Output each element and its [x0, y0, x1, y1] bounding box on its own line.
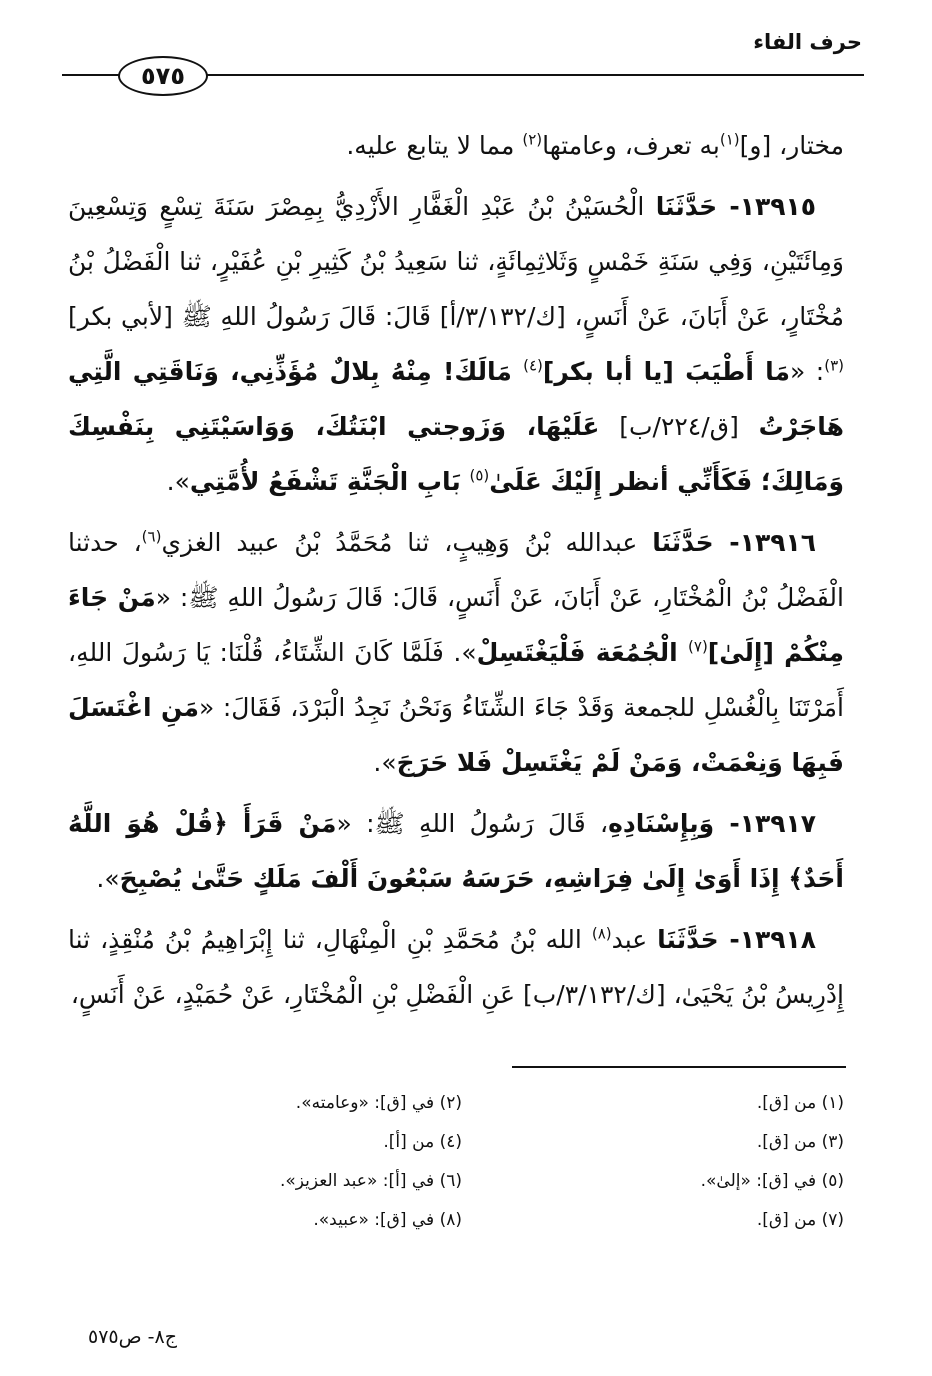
header-rule [190, 74, 864, 76]
text-run: ، قَالَ رَسُولُ اللهِ ﷺ: « [336, 809, 609, 838]
isnad-text: الْحُسَيْنُ بْنُ عَبْدِ الْغَفَّارِ الأَزْدِيُّ بِمِصْرَ سَنَةَ تِسْعٍ وَتِسْعِينَ وَمِائَتَيْنِ، وَفِي سَنَةِ خَمْسٍ وَثَلاثِمِائَةٍ، ثنا سَعِيدُ بْنُ كَثِيرِ بْنِ عُفَيْرٍ، ثنا الْفَضْلُ بْنُ مُخْتَارٍ، عَنْ أَبَانَ، عَنْ أَنَسٍ، [ك/٣/١٣٢/أ] قَالَ: قَالَ رَسُولُ اللهِ ﷺ [لأبي بكر] [68, 192, 845, 331]
isnad-text: عبد [611, 925, 658, 954]
footnotes [120, 1084, 844, 1240]
footnote: (٦) في [أ]: «عبد العزيز». [279, 1171, 462, 1191]
main-text [68, 118, 844, 1022]
text-run: مختار، [و] [739, 131, 844, 160]
text-run: ». فَلَمَّا كَانَ الشِّتَاءُ، قُلْنَا: يَا رَسُولَ اللهِ، أَمَرْتَنَا بِالْغُسْلِ للجمعة وَقَدْ جَاءَ الشِّتَاءُ وَنَحْنُ نَجِدُ الْبَرْدَ، فَقَالَ: « [68, 638, 844, 722]
footnote-ref: (١) [719, 130, 740, 149]
continuation-paragraph [68, 118, 844, 173]
hadith-number: ١٣٩١٧- [714, 809, 816, 838]
footnote: (٣) من [ق]. [756, 1132, 844, 1152]
narration-word: وَبِإِسْنَادِهِ [608, 809, 715, 838]
hadith-number: ١٣٩١٨- [718, 925, 816, 954]
hadith-number: ١٣٩١٦- [713, 528, 816, 557]
matn-text: مَالَكَ! مِنْهُ بِلالٌ مُؤَذِّنِي، وَنَاقَتِي الَّتِي هَاجَرْتُ [68, 357, 844, 441]
matn-text: مَنْ قَرَأَ ﴿قُلْ هُوَ اللَّهُ أَحَدٌ﴾ إِذَا أَوَىٰ إِلَىٰ فِرَاشِهِ، حَرَسَهُ سَبْعُونَ أَلْفَ مَلَكٍ حَتَّىٰ يُصْبِحَ [68, 809, 844, 893]
text-run: ». [96, 864, 120, 893]
hadith-13917 [68, 796, 844, 906]
footnote: (٧) من [ق]. [756, 1210, 844, 1230]
page-number: ٥٧٥ [141, 62, 185, 90]
chapter-title: حرف الفاء [753, 30, 862, 54]
footnote: (٤) من [أ]. [383, 1132, 462, 1152]
footnote-ref: (٣) [824, 356, 844, 375]
matn-text: مَنِ اغْتَسَلَ فَبِهَا وَنِعْمَتْ، وَمَنْ لَمْ يَغْتَسِلْ فَلا حَرَجَ [68, 693, 844, 777]
matn-text: عَلَيْهَا، وَزَوجتي ابْنَتُكَ، وَوَاسَيْتَنِي بِنَفْسِكَ وَمَالِكَ؛ فَكَأَنِّي أنظر إِلَيْكَ عَلَىٰ [68, 412, 844, 496]
text-run: ». [166, 467, 190, 496]
hadith-number: ١٣٩١٥- [717, 192, 816, 221]
matn-text: مَا أَطْيَبَ [يا أبا بكر] [542, 357, 790, 386]
footnote: (١) من [ق]. [756, 1093, 844, 1113]
text-run: به تعرف، وعامتها [542, 131, 720, 160]
page-number-badge [118, 56, 208, 96]
matn-text: بَابِ الْجَنَّةِ تَشْفَعُ لأُمَّتِي [189, 467, 470, 496]
footnote-ref: (٥) [469, 466, 490, 485]
hadith-13915 [68, 179, 844, 509]
footnote-ref: (٢) [522, 130, 543, 149]
text-run: مما لا يتابع عليه. [346, 131, 523, 160]
isnad-text: الله بْنُ مُحَمَّدِ بْنِ الْمِنْهَالِ، ثنا إِبْرَاهِيمُ بْنُ مُنْقِذٍ، ثنا إِدْرِيسُ بْنُ يَحْيَىٰ، [ك/٣/١٣٢/ب] عَنِ الْفَضْلِ بْنِ الْمُخْتَارِ، عَنْ حُمَيْدٍ، عَنْ أَنَسٍ، [68, 925, 844, 1009]
footnote-ref: (٤) [523, 356, 543, 375]
matn-text: مَنْ جَاءَ مِنْكُمْ [إِلَىٰ] [68, 583, 844, 667]
matn-text: الْجُمُعَة فَلْيَغْتَسِلْ [476, 638, 689, 667]
footnote-ref: (٦) [141, 527, 162, 546]
footnote: (٥) في [ق]: «إلىٰ». [700, 1171, 844, 1191]
isnad-text: ، حدثنا الْفَضْلُ بْنُ الْمُخْتَارِ، عَنْ أَبَانَ، عَنْ أَنَسٍ، قَالَ: قَالَ رَسُولُ اللهِ ﷺ: « [68, 528, 844, 612]
text-run: ». [373, 748, 397, 777]
volume-page-footer: ج٨- ص٥٧٥ [88, 1326, 177, 1348]
isnad-text: عبدالله بْنُ وَهِيبٍ، ثنا مُحَمَّدُ بْنُ عبيد الغزي [161, 528, 653, 557]
narration-word: حَدَّثَنَا [657, 925, 719, 954]
footnote-rule [512, 1066, 846, 1068]
footnote-ref: (٧) [688, 637, 708, 656]
footnote: (٨) في [ق]: «عبيد». [313, 1210, 462, 1230]
footnote: (٢) في [ق]: «وعامته». [295, 1093, 462, 1113]
footnote-ref: (٨) [591, 924, 612, 943]
narration-word: حَدَّثَنَا [652, 528, 714, 557]
manuscript-ref: [ق/٢٢٤/ب] [599, 412, 759, 441]
hadith-13916 [68, 515, 844, 790]
hadith-13918 [68, 912, 844, 1022]
narration-word: حَدَّثَنَا [655, 192, 718, 221]
text-run: : « [790, 357, 825, 386]
